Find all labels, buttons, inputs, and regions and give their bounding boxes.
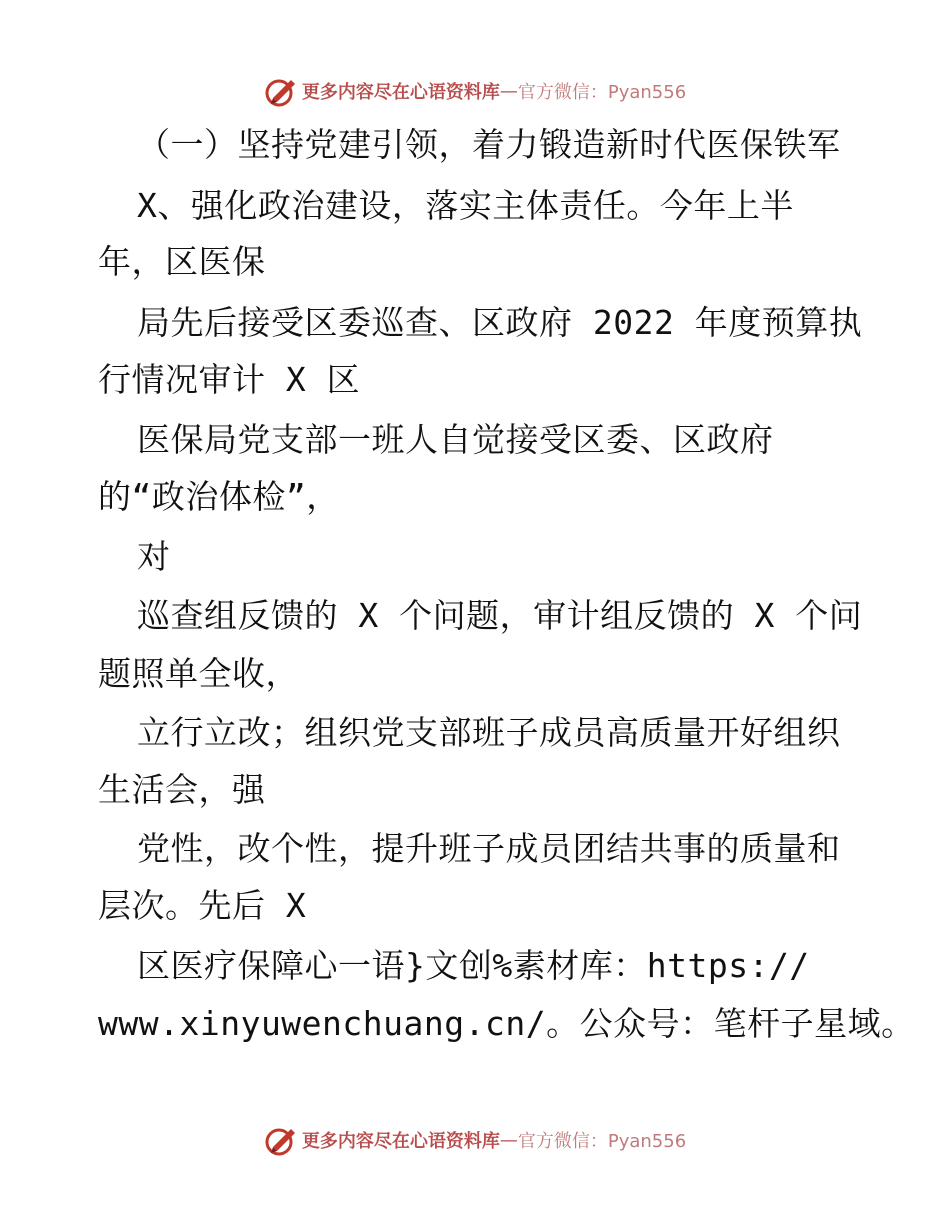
header-dash: — [499, 80, 518, 102]
paragraph-line: 立行立改；组织党支部班子成员高质量开好组织 [137, 713, 841, 752]
header-banner [0, 71, 950, 111]
paragraph-line: 生活会，强 [98, 770, 266, 809]
footer-wechat: 官方微信：Pyan556 [517, 1131, 687, 1152]
paragraph-line: 年，区医保 [98, 242, 266, 281]
header-site-name: 更多内容尽在心语资料库 [301, 82, 500, 103]
pen-logo-icon [264, 74, 298, 108]
paragraph-line: 医保局党支部一班人自觉接受区委、区政府 [137, 420, 774, 459]
paragraph-line: 局先后接受区委巡查、区政府 2022 年度预算执 [137, 303, 863, 342]
paragraph-line: 巡查组反馈的 X 个问题，审计组反馈的 X 个问 [137, 596, 863, 635]
paragraph-line: X、强化政治建设，落实主体责任。今年上半 [137, 186, 794, 225]
footer-site-name: 更多内容尽在心语资料库 [301, 1131, 500, 1152]
section-heading: （一）坚持党建引领，着力锻造新时代医保铁军 [137, 125, 841, 164]
paragraph-line: 层次。先后 X [98, 886, 307, 925]
paragraph-line: 党性，改个性，提升班子成员团结共事的质量和 [137, 829, 841, 868]
paragraph-line: www.xinyuwenchuang.cn/。公众号：笔杆子星域。 [98, 1004, 915, 1043]
paragraph-line: 的“政治体检”， [98, 477, 340, 516]
paragraph-line: 对 [137, 537, 171, 576]
paragraph-line: 区医疗保障心一语}文创%素材库：https:// [137, 946, 810, 985]
footer-banner [0, 1120, 950, 1160]
paragraph-line: 题照单全收， [98, 654, 299, 693]
paragraph-line: 行情况审计 X 区 [98, 360, 361, 399]
header-wechat: 官方微信：Pyan556 [517, 82, 687, 103]
footer-dash: — [499, 1129, 518, 1151]
pen-logo-icon [264, 1123, 298, 1157]
